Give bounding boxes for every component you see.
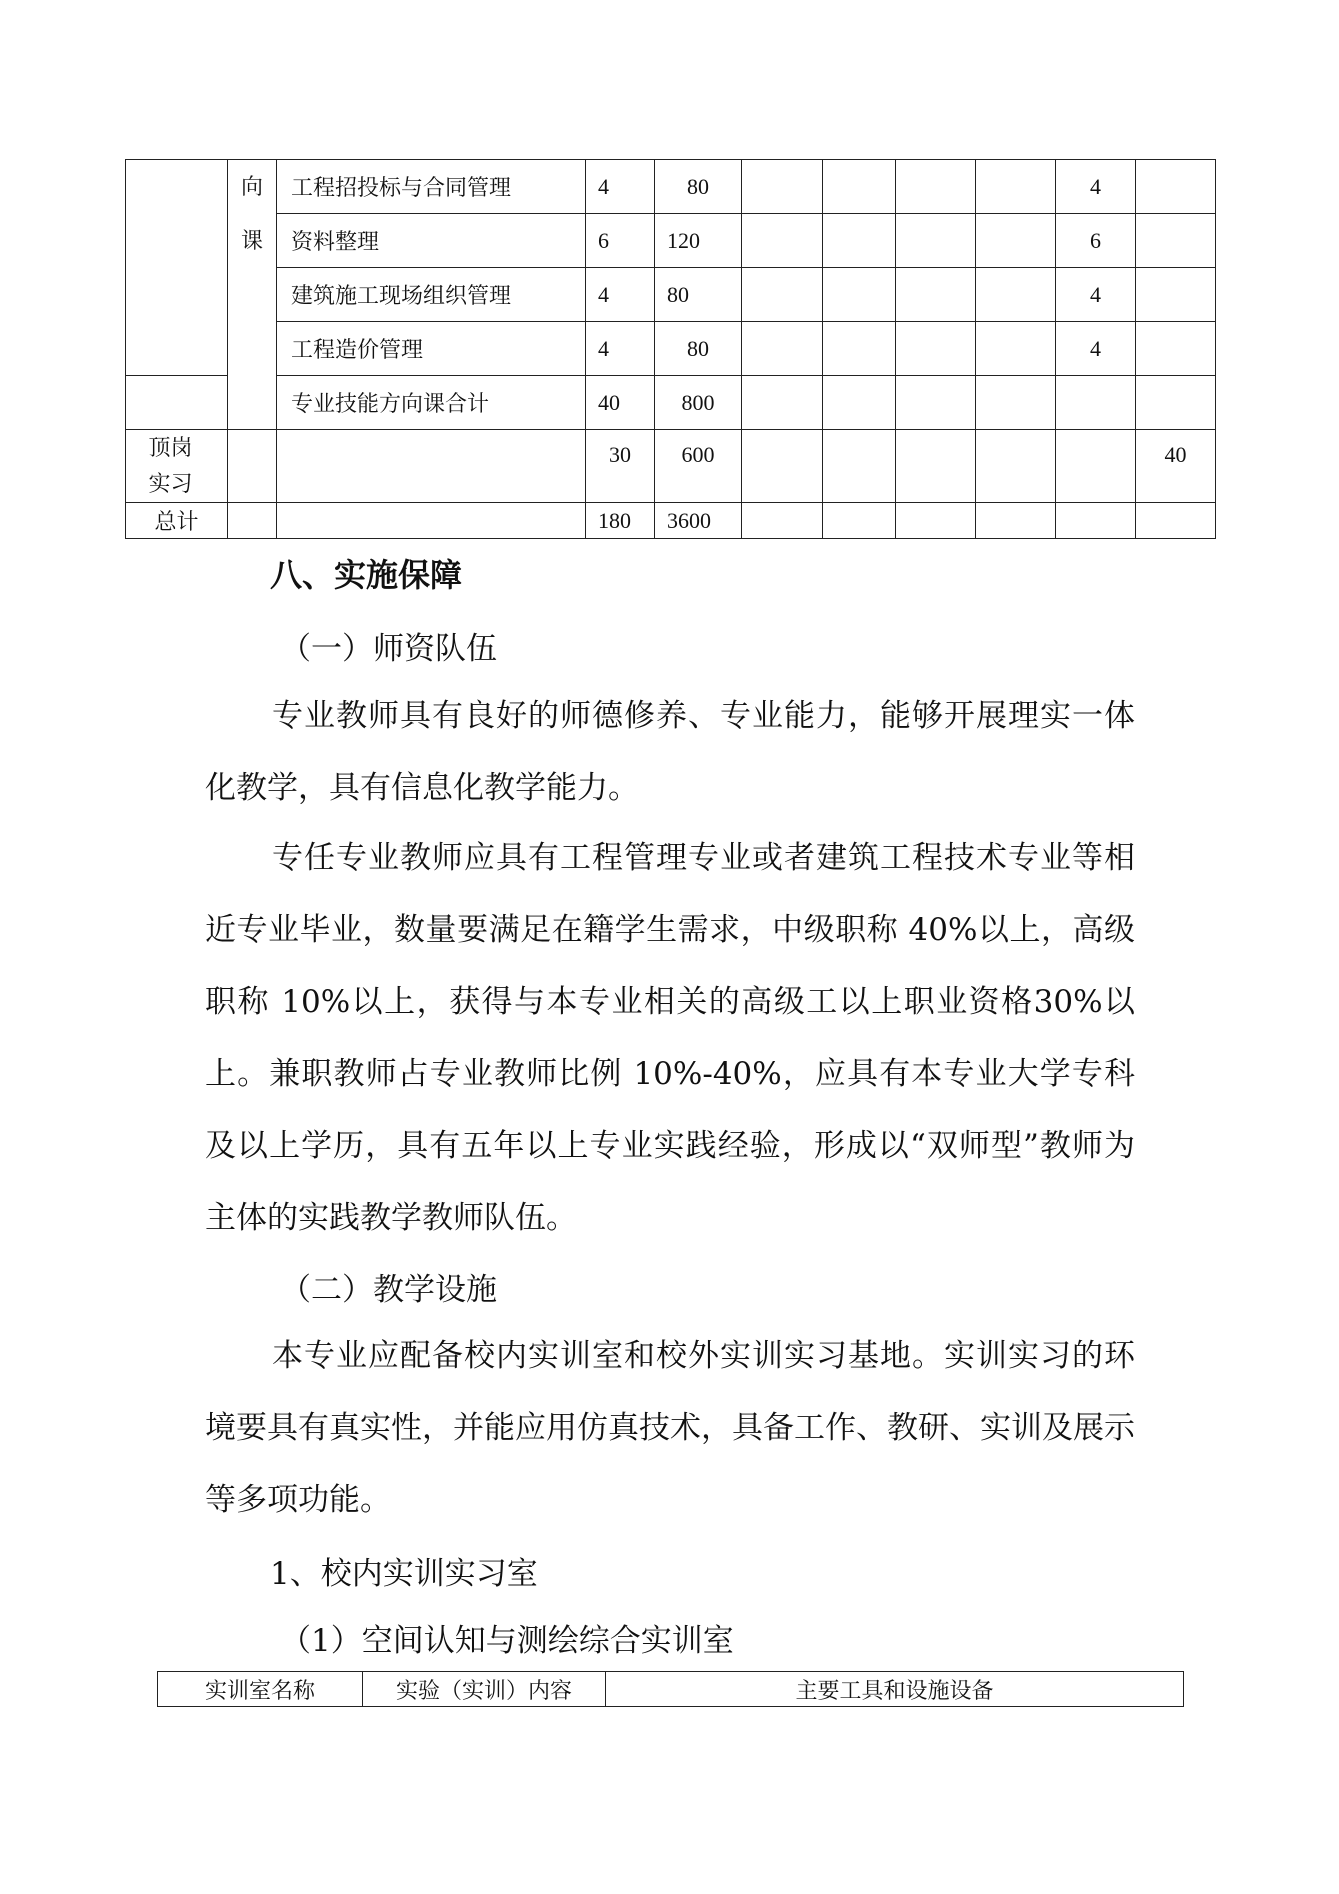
credits-cell: 6 [586,214,655,268]
subsection-title-teachers: （一）师资队伍 [280,631,497,667]
table-row [126,214,1216,268]
credits-cell: 40 [586,376,655,430]
subsection-title-facilities: （二）教学设施 [280,1272,497,1308]
header-lab-name: 实训室名称 [158,1672,363,1707]
hours-cell: 80 [655,268,742,322]
credits-cell: 4 [586,322,655,376]
header-lab-equipment: 主要工具和设施设备 [606,1672,1184,1707]
course-name: 资料整理 [277,214,586,268]
semester6-cell: 40 [1136,430,1216,503]
subcategory-char: 课 [240,228,263,253]
lab-table [157,1671,1184,1707]
table-header-row [158,1672,1184,1707]
table-row [126,376,1216,430]
table-row [126,268,1216,322]
paragraph-teachers-requirements: 专任专业教师应具有工程管理专业或者建筑工程技术专业等相近专业毕业，数量要满足在籍学生需求，中级职称 40%以上，高级职称 10%以上，获得与本专业相关的高级工以上职业资格30%以上。兼职教师占专业教师比例 10%-40%，应具有本专业大学专科及以上学历，具有五年以上专业实践经验，形成以“双师型”教师为主体的实践教学教师队伍。 [205,840,1135,1236]
total-label: 总计 [126,503,228,539]
internship-label: 顶岗实习 [148,435,193,496]
hours-cell: 600 [655,430,742,503]
category-cell [126,376,228,430]
subcategory-cell [228,160,277,430]
credits-cell: 30 [586,430,655,503]
paragraph-facilities: 本专业应配备校内实训室和校外实训实习基地。实训实习的环境要具有真实性，并能应用仿真技术，具备工作、教研、实训及展示等多项功能。 [205,1338,1135,1518]
course-name: 专业技能方向课合计 [277,376,586,430]
table-row [126,503,1216,539]
item-campus-labs: 1、校内实训实习室 [270,1556,538,1592]
semester5-cell: 4 [1056,322,1136,376]
course-name: 工程造价管理 [277,322,586,376]
internship-label-cell [126,430,228,503]
subcategory-char: 向 [240,174,263,199]
hours-cell: 80 [655,322,742,376]
credits-cell: 4 [586,268,655,322]
table-row [126,160,1216,214]
curriculum-table [125,159,1216,539]
table-row [126,322,1216,376]
semester5-cell: 6 [1056,214,1136,268]
hours-cell: 800 [655,376,742,430]
header-lab-content: 实验（实训）内容 [363,1672,606,1707]
hours-cell: 80 [655,160,742,214]
category-cell [126,160,228,376]
course-name: 建筑施工现场组织管理 [277,268,586,322]
semester5-cell: 4 [1056,160,1136,214]
hours-cell: 120 [655,214,742,268]
paragraph-teachers-quality: 专业教师具有良好的师德修养、专业能力，能够开展理实一体化教学，具有信息化教学能力。 [205,698,1135,806]
hours-cell: 3600 [655,503,742,539]
credits-cell: 180 [586,503,655,539]
item-survey-lab: （1）空间认知与测绘综合实训室 [280,1623,734,1659]
credits-cell: 4 [586,160,655,214]
section-title: 八、实施保障 [270,556,463,594]
course-name: 工程招投标与合同管理 [277,160,586,214]
semester5-cell: 4 [1056,268,1136,322]
table-row [126,430,1216,503]
